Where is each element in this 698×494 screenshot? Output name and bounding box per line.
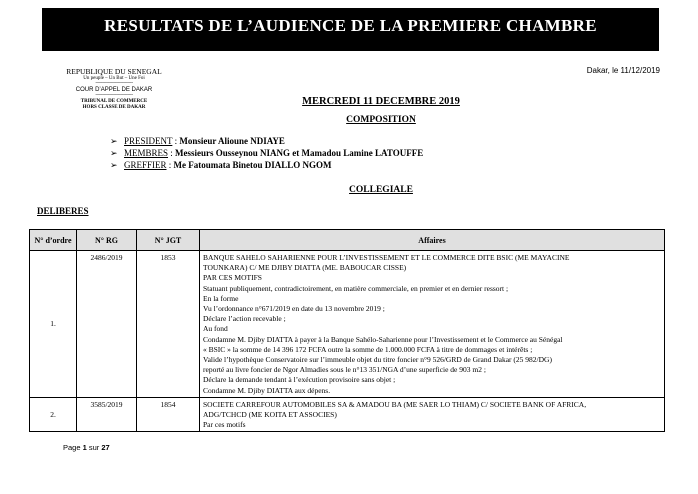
cell-rg: 3585/2019 <box>77 397 137 432</box>
republic-motto: Un peuple – Un But – Une Foi <box>83 76 145 81</box>
role-label: PRESIDENT <box>124 136 173 146</box>
role-separator: : <box>168 148 176 158</box>
dateline: Dakar, le 11/12/2019 <box>586 66 660 75</box>
role-names: Monsieur Alioune NDIAYE <box>179 136 285 146</box>
role-names: Messieurs Ousseynou NIANG et Mamadou Lamine LATOUFFE <box>175 148 424 158</box>
table-row <box>30 251 665 398</box>
deliberes-title: DELIBERES <box>37 206 89 216</box>
cell-rg: 2486/2019 <box>77 251 137 398</box>
affaire-line: « BSIC » la somme de 14 396 172 FCFA outre la somme de 1.000.000 FCFA à titre de dommages et intérêts ; <box>203 344 533 354</box>
affaire-line: Condamne M. Djiby DIATTA aux dépens. <box>203 385 331 395</box>
page-footer <box>63 443 110 452</box>
affaire-line: ADG/TCHCD (ME KOITA ET ASSOCIES) <box>203 410 337 420</box>
tribunal-name: TRIBUNAL DE COMMERCE <box>80 99 148 104</box>
table-row <box>30 397 665 432</box>
cell-affaires <box>200 397 665 432</box>
affaire-line: Valide l’hypothèque Conservatoire sur l’immeuble objet du titre foncier n°9 526/GRD de Grand Dakar (25 982/DG) <box>203 355 552 365</box>
table-header-row <box>30 230 665 251</box>
arrow-bullet-icon: ➢ <box>110 136 118 146</box>
header-affaires: Affaires <box>200 230 665 251</box>
collegiale-title: COLLEGIALE <box>349 185 413 195</box>
role-names: Me Fatoumata Binetou DIALLO NGOM <box>173 160 332 170</box>
affaire-line: Par ces motifs <box>203 420 246 430</box>
republic-name: REPUBLIQUE DU SENEGAL <box>66 67 162 76</box>
composition-item-greffier <box>110 160 332 171</box>
cell-jgt: 1854 <box>137 397 200 432</box>
affaire-line: PAR CES MOTIFS <box>203 273 262 283</box>
footer-current-page: 1 <box>82 443 87 452</box>
cell-ordre: 2. <box>30 397 77 432</box>
footer-total-pages: 27 <box>101 443 110 452</box>
arrow-bullet-icon: ➢ <box>110 160 118 170</box>
composition-item-members <box>110 148 423 159</box>
arrow-bullet-icon: ➢ <box>110 148 118 158</box>
tribunal-class: HORS CLASSE DE DAKAR <box>82 105 146 110</box>
cell-affaires <box>200 251 665 398</box>
footer-prefix: Page <box>63 443 83 452</box>
role-separator: : <box>172 136 180 146</box>
page-banner: RESULTATS DE L’AUDIENCE DE LA PREMIERE CHAMBRE <box>42 8 659 51</box>
affaire-line: Vu l’ordonnance n°671/2019 en date du 13 novembre 2019 ; <box>203 304 385 314</box>
footer-middle: sur <box>86 443 102 452</box>
affaire-line: Déclare la demande tendant à l’exécution provisoire sans objet ; <box>203 375 396 385</box>
header-jgt: N° JGT <box>137 230 200 251</box>
cell-ordre: 1. <box>30 251 77 398</box>
affaire-line: Déclare l’action recevable ; <box>203 314 286 324</box>
cell-jgt: 1853 <box>137 251 200 398</box>
affaire-line: Statuant publiquement, contradictoirement, en matière commerciale, en premier et en dernier ressort ; <box>203 283 509 293</box>
header-rg: N° RG <box>77 230 137 251</box>
composition-item-president <box>110 136 285 147</box>
affaire-line: En la forme <box>203 293 239 303</box>
affaire-line: TOUNKARA) C/ ME DJIBY DIATTA (ME. BABOUCAR CISSE) <box>203 263 407 273</box>
role-label: GREFFIER <box>124 160 167 170</box>
header-ordre: N° d’ordre <box>30 230 77 251</box>
divider: -------------------------------- <box>95 93 133 98</box>
affaire-line: BANQUE SAHELO SAHARIENNE POUR L’INVESTISSEMENT ET LE COMMERCE DITE BSIC (ME MAYACINE <box>203 253 570 262</box>
divider: -------------------------------- <box>95 81 133 86</box>
affaire-line: SOCIETE CARREFOUR AUTOMOBILES SA & AMADOU BA (ME SAER LO THIAM) C/ SOCIETE BANK OF AFRICA, <box>203 399 587 409</box>
affaire-line: Au fond <box>203 324 228 334</box>
deliberes-table <box>29 229 665 432</box>
affaire-line: reporté au livre foncier de Ngor Almadies sous le n°13 351/NGA d’une superficie de 903 m2 ; <box>203 365 486 375</box>
role-label: MEMBRES <box>124 148 169 158</box>
hearing-date: MERCREDI 11 DECEMBRE 2019 <box>302 96 460 107</box>
role-separator: : <box>166 160 174 170</box>
court-name: COUR D’APPEL DE DAKAR <box>75 87 153 93</box>
affaire-line: Condamne M. Djiby DIATTA à payer à la Banque Sahélo-Saharienne pour l’Investissement et le Commerce au Sénégal <box>203 334 563 344</box>
composition-title: COMPOSITION <box>346 115 416 125</box>
